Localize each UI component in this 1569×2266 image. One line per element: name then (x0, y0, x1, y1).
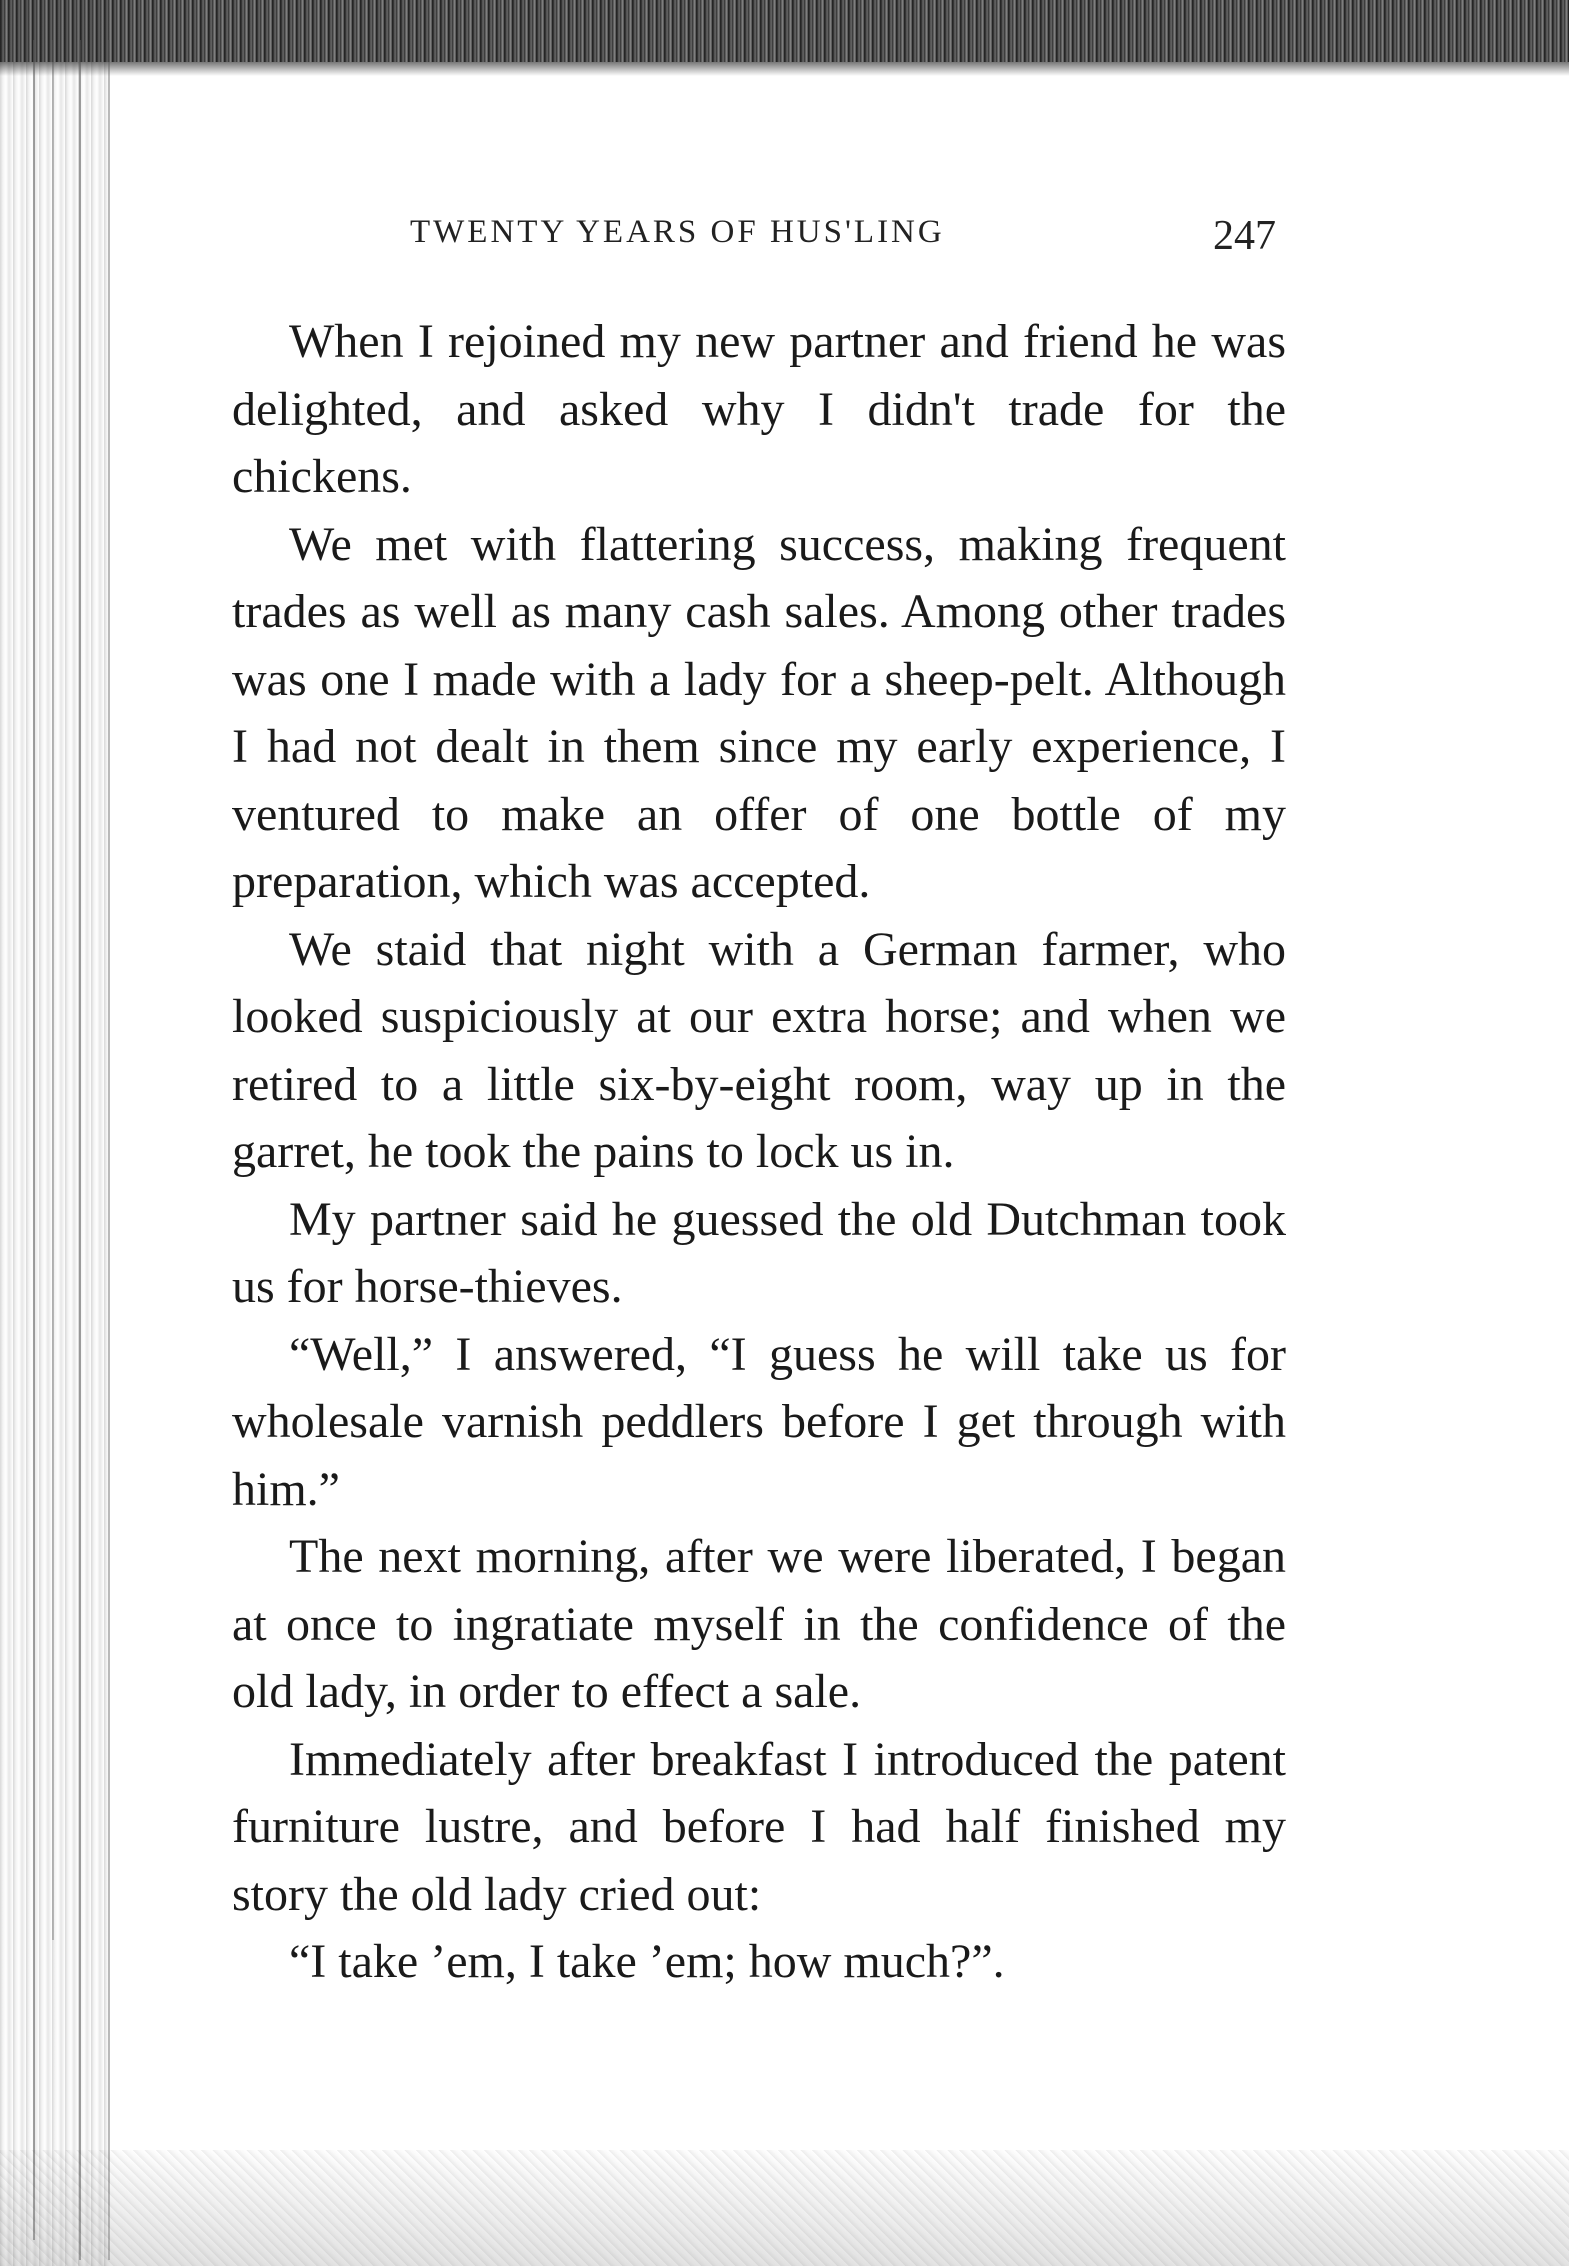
scan-edge-line (108, 40, 110, 2260)
paragraph: When I rejoined my new partner and friend he was delighted, and asked why I didn't trade for the chickens. (232, 315, 1286, 503)
scan-edge-left (0, 0, 110, 2266)
scan-edge-line (33, 40, 35, 2240)
paragraph: We staid that night with a German farmer, who looked suspiciously at our extra horse; and when we retired to a little six-by-eight room, way up in the garret, he took the pains to lock us in. (232, 922, 1286, 1178)
page-number: 247 (1213, 213, 1276, 259)
paragraph: “Well,” I answered, “I guess he will take us for wholesale varnish peddlers before I get through with him.” (232, 1327, 1286, 1516)
body-text (232, 308, 1286, 1996)
paragraph: We met with flattering success, making frequent trades as well as many cash sales. Among other trades was one I made with a lady for a sheep-pelt. Although I had not dealt in them since my early experience, I ventured to make an offer of one bottle of my preparation, which was accepted. (232, 517, 1286, 908)
scan-edge-line (79, 40, 81, 2260)
scan-edge-top (0, 0, 1569, 62)
paragraph: Immediately after breakfast I introduced the patent furniture lustre, and before I had half finished my story the old lady cried out: (232, 1732, 1286, 1921)
scan-edge-line (52, 40, 54, 1940)
paragraph: The next morning, after we were liberated, I began at once to ingratiate myself in the confidence of the old lady, in order to effect a sale. (232, 1530, 1286, 1718)
running-head: TWENTY YEARS OF HUS'LING (410, 214, 945, 250)
scan-edge-top-fade (0, 62, 1569, 76)
paragraph: My partner said he guessed the old Dutchman took us for horse-thieves. (232, 1192, 1286, 1313)
paragraph: “I take ’em, I take ’em; how much?”. (289, 1935, 1005, 1988)
scan-edge-bottom (0, 2150, 1569, 2266)
